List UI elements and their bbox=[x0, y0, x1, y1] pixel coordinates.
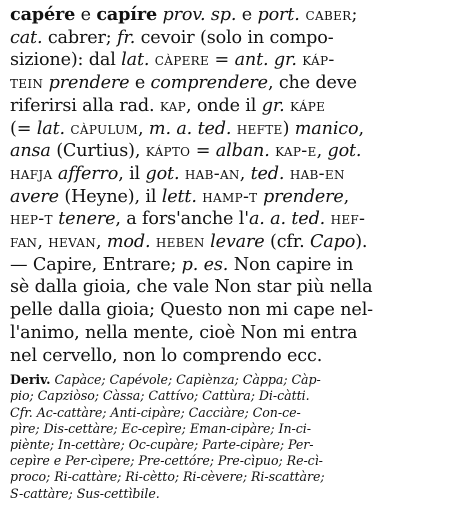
deriv-line: pio; Capziòso; Càssa; Cattívo; Cattùra; Di-càtti. bbox=[10, 388, 310, 404]
headword: capére bbox=[10, 4, 76, 25]
entry-line: avere (Heyne), il lett. hamp-t prendere, bbox=[10, 186, 350, 207]
entry-capere bbox=[10, 4, 455, 367]
entry-line: ansa (Curtius), kápto = alban. kap-e, got. bbox=[10, 141, 362, 162]
deriv-line: S-cattàre; Sus-cettìbile. bbox=[10, 485, 160, 501]
entry-line: nel cervello, non lo comprendo ecc. bbox=[10, 345, 323, 366]
deriv-line: cepìre e Per-cìpere; Pre-cettóre; Pre-cìpuo; Re-cì- bbox=[10, 453, 323, 469]
deriv-line: Deriv. Capàce; Capévole; Capiènza; Càppa; Càp- bbox=[10, 372, 321, 388]
entry-line: tein prendere e comprendere, che deve bbox=[10, 73, 357, 94]
entry-line: — Capire, Entrare; p. es. Non capire in bbox=[10, 254, 354, 275]
derivatives-paragraph bbox=[10, 372, 455, 502]
entry-line: cat. cabrer; fr. cevoir (solo in compo- bbox=[10, 27, 334, 48]
headword-variant: capíre bbox=[96, 4, 157, 25]
entry-line: capére e capíre prov. sp. e port. caber; bbox=[10, 4, 358, 25]
deriv-line: Cfr. Ac-cattàre; Anti-cipàre; Cacciàre; Con-ce- bbox=[10, 404, 301, 420]
deriv-line: pìre; Dis-cettàre; Ec-cepìre; Eman-cipàre; In-ci- bbox=[10, 420, 311, 436]
entry-line: fan, hevan, mod. heben levare (cfr. Capo). bbox=[10, 232, 368, 253]
entry-line: riferirsi alla rad. kap, onde il gr. kápe bbox=[10, 95, 326, 116]
entry-line: (= lat. càpulum, m. a. ted. hefte) manico, bbox=[10, 118, 364, 139]
entry-line: pelle dalla gioia; Questo non mi cape nel- bbox=[10, 300, 373, 321]
entry-line: hep-t tenere, a fors'anche l'a. a. ted. hef- bbox=[10, 209, 366, 230]
deriv-line: proco; Ri-cattàre; Ri-cètto; Ri-cèvere; Ri-scattàre; bbox=[10, 469, 325, 485]
deriv-label: Deriv. bbox=[10, 372, 51, 388]
entry-line: hafja afferro, il got. hab-an, ted. hab-en bbox=[10, 163, 345, 184]
deriv-line: piènte; In-cettàre; Oc-cupàre; Parte-cipàre; Per- bbox=[10, 437, 314, 453]
entry-line: sizione): dal lat. càpere = ant. gr. káp- bbox=[10, 50, 335, 71]
entry-line: sè dalla gioia, che vale Non star più nella bbox=[10, 277, 373, 298]
entry-line: l'animo, nella mente, cioè Non mi entra bbox=[10, 322, 358, 343]
